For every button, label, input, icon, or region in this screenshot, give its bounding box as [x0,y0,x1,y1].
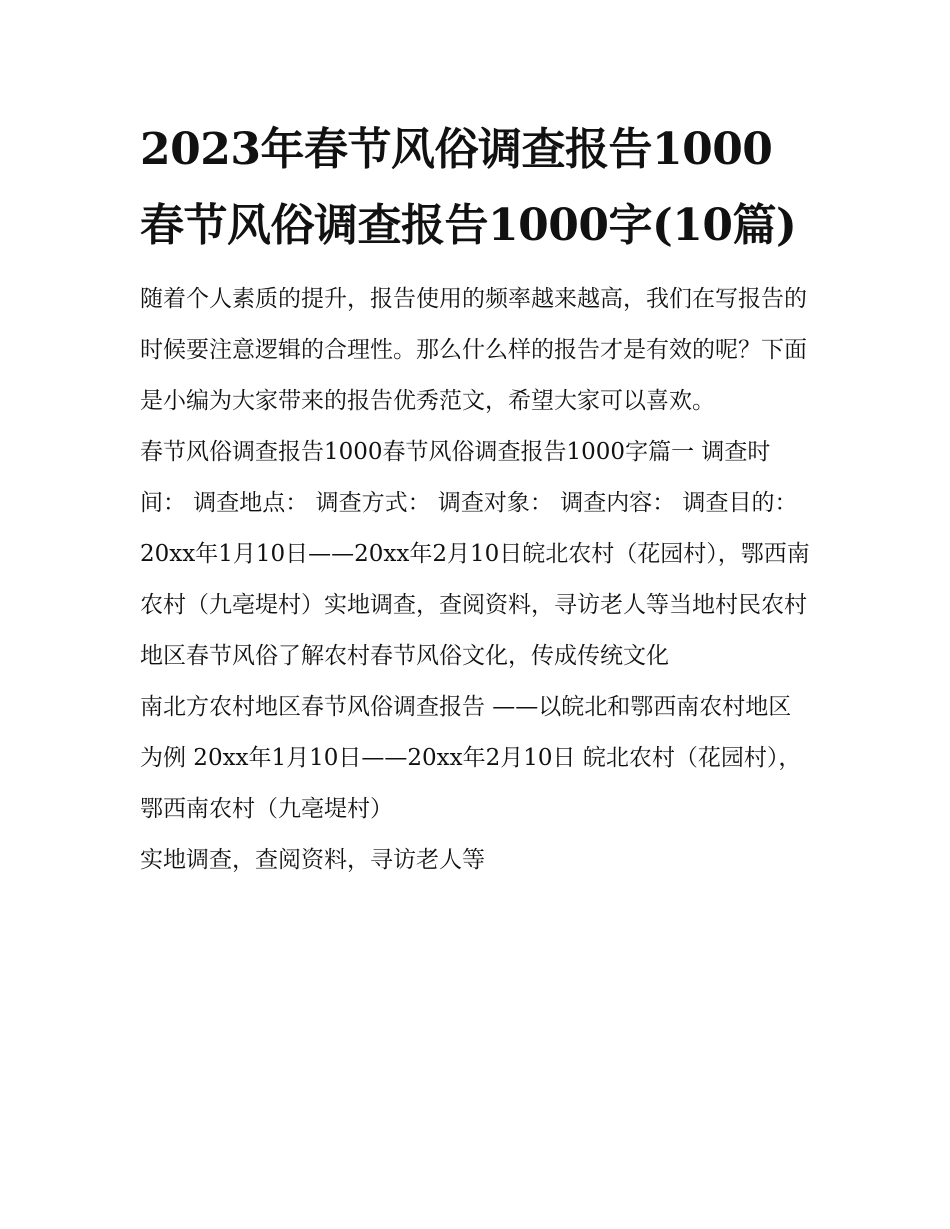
paragraph-survey-details: 20xx年1月10日——20xx年2月10日皖北农村（花园村），鄂西南农村（九亳堤村）实地调查，查阅资料，寻访老人等当地村民农村地区春节风俗了解农村春节风俗文化，传成传统文化 [140,541,810,669]
paragraph-intro: 随着个人素质的提升，报告使用的频率越来越高，我们在写报告的时候要注意逻辑的合理性。那么什么样的报告才是有效的呢？下面是小编为大家带来的报告优秀范文，希望大家可以喜欢。 [140,286,807,414]
paragraph-survey-fields: 春节风俗调查报告1000春节风俗调查报告1000字篇一 调查时间： 调查地点： 调查方式： 调查对象： 调查内容： 调查目的： [140,439,798,516]
paragraph-method: 实地调查，查阅资料，寻访老人等 [140,847,485,873]
document-page [140,112,812,886]
document-title: 2023年春节风俗调查报告1000春节风俗调查报告1000字(10篇) [140,124,797,251]
paragraph-report-heading: 南北方农村地区春节风俗调查报告 ——以皖北和鄂西南农村地区为例 20xx年1月10日——20xx年2月10日 皖北农村（花园村），鄂西南农村（九亳堤村） [140,694,802,822]
